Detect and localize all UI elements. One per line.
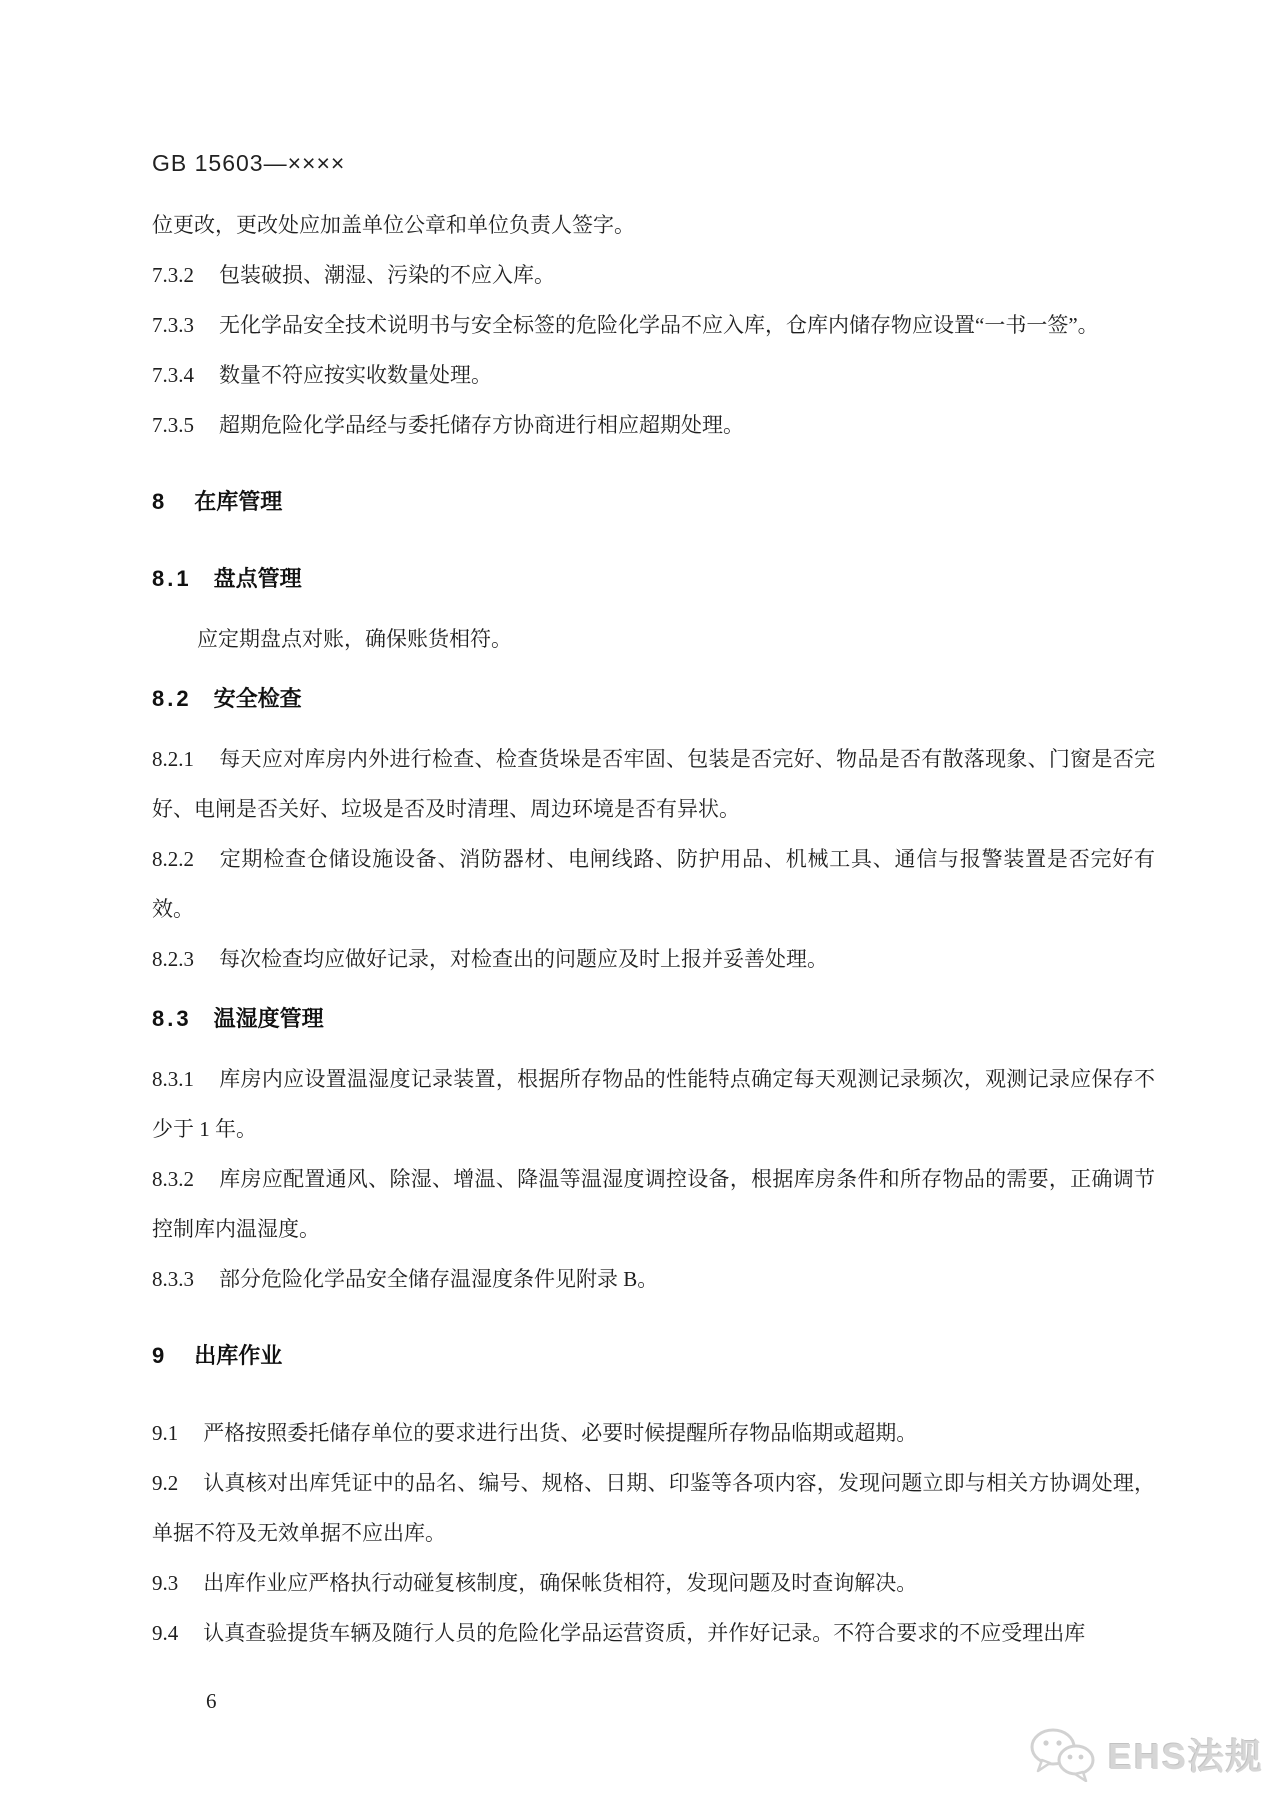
clause-number: 9.2: [152, 1471, 179, 1495]
clause-text: 安全检查: [213, 686, 302, 711]
clause-text: 认真查验提货车辆及随行人员的危险化学品运营资质，并作好记录。不符合要求的不应受理出库: [203, 1621, 1086, 1645]
clause-number: 9.4: [152, 1621, 179, 1645]
subsection-heading: [152, 674, 1155, 724]
clause-number: 8.2: [152, 686, 192, 711]
clause-item: [152, 1154, 1155, 1254]
subsection-heading: [152, 994, 1155, 1044]
clause-item: [152, 300, 1155, 350]
clause-number: 8.3.1: [152, 1067, 194, 1091]
clause-text: 部分危险化学品安全储存温湿度条件见附录 B。: [219, 1267, 659, 1291]
clause-text: 库房内应设置温湿度记录装置，根据所存物品的性能特点确定每天观测记录频次，观测记录应保存不少于 1 年。: [152, 1067, 1155, 1141]
clause-item: [152, 734, 1155, 834]
clause-number: 9.1: [152, 1421, 179, 1445]
clause-text: 无化学品安全技术说明书与安全标签的危险化学品不应入库，仓库内储存物应设置“一书一签”。: [219, 313, 1099, 337]
clause-item: [152, 1054, 1155, 1154]
clause-number: 8.3.3: [152, 1267, 194, 1291]
clause-item: [152, 1458, 1155, 1558]
clause-text: 出库作业应严格执行动碰复核制度，确保帐货相符，发现问题及时查询解决。: [203, 1571, 918, 1595]
clause-number: 8.3: [152, 1006, 192, 1031]
clause-number: 9: [152, 1343, 165, 1368]
clause-text: 数量不符应按实收数量处理。: [219, 363, 492, 387]
subsection-heading: [152, 554, 1155, 604]
watermark-label: EHS法规: [1107, 1735, 1264, 1777]
clause-text: 超期危险化学品经与委托储存方协商进行相应超期处理。: [219, 413, 744, 437]
clause-number: 7.3.3: [152, 313, 194, 337]
section-heading: [152, 477, 1155, 527]
clause-text: 认真核对出库凭证中的品名、编号、规格、日期、印鉴等各项内容，发现问题立即与相关方协调处理，单据不符及无效单据不应出库。: [152, 1471, 1155, 1545]
clause-number: 7.3.4: [152, 363, 194, 387]
clause-number: 8.2.1: [152, 747, 194, 771]
clause-text: 严格按照委托储存单位的要求进行出货、必要时候提醒所存物品临期或超期。: [203, 1421, 918, 1445]
clause-number: 8.2.3: [152, 947, 194, 971]
clause-item: [152, 1254, 1155, 1304]
clause-text: 出库作业: [194, 1343, 283, 1368]
clause-number: 9.3: [152, 1571, 179, 1595]
clause-item: [152, 250, 1155, 300]
clause-text: 定期检查仓储设施设备、消防器材、电闸线路、防护用品、机械工具、通信与报警装置是否完好有效。: [152, 847, 1155, 921]
clause-text: 包装破损、潮湿、污染的不应入库。: [219, 263, 555, 287]
watermark: [1028, 1726, 1264, 1782]
clause-item: [152, 834, 1155, 934]
clause-number: 8: [152, 489, 165, 514]
clause-item: [152, 400, 1155, 450]
indented-paragraph: [152, 614, 1155, 664]
clause-number: 8.2.2: [152, 847, 194, 871]
clause-item: [152, 934, 1155, 984]
section-heading: [152, 1331, 1155, 1381]
clause-number: 7.3.2: [152, 263, 194, 287]
clause-item: [152, 350, 1155, 400]
clause-text: 温湿度管理: [213, 1006, 324, 1031]
page-number: 6: [206, 1689, 217, 1713]
clause-number: 7.3.5: [152, 413, 194, 437]
clause-text: 位更改，更改处应加盖单位公章和单位负责人签字。: [152, 213, 635, 237]
clause-text: 每次检查均应做好记录，对检查出的问题应及时上报并妥善处理。: [219, 947, 828, 971]
clause-text: 在库管理: [194, 489, 283, 514]
document-code-header: GB 15603—××××: [152, 150, 346, 176]
clause-text: 应定期盘点对账，确保账货相符。: [197, 627, 512, 651]
clause-text: 库房应配置通风、除湿、增温、降温等温湿度调控设备，根据库房条件和所存物品的需要，正确调节控制库内温湿度。: [152, 1167, 1155, 1241]
clause-item: [152, 1608, 1155, 1658]
document-body: [152, 200, 1155, 1658]
clause-number: 8.1: [152, 566, 192, 591]
clause-text: 每天应对库房内外进行检查、检查货垛是否牢固、包装是否完好、物品是否有散落现象、门窗是否完好、电闸是否关好、垃圾是否及时清理、周边环境是否有异状。: [152, 747, 1155, 821]
clause-number: 8.3.2: [152, 1167, 194, 1191]
clause-item: [152, 1558, 1155, 1608]
clause-item: [152, 1408, 1155, 1458]
clause-text: 盘点管理: [213, 566, 302, 591]
wechat-icon: [1028, 1726, 1100, 1782]
paragraph: [152, 200, 1155, 250]
